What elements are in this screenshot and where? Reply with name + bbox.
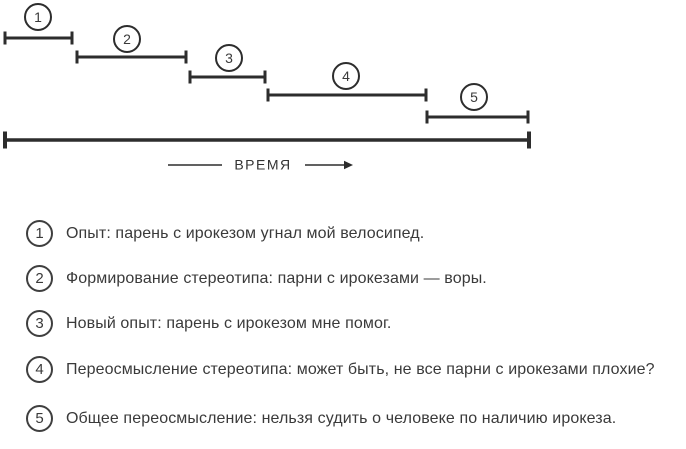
segment-number: 3	[225, 50, 233, 66]
legend-number-badge	[26, 310, 53, 337]
legend-text: Новый опыт: парень с ирокезом мне помог.	[66, 314, 392, 332]
segment-number: 2	[123, 31, 131, 47]
legend-item-2	[26, 265, 487, 292]
legend-number-badge	[26, 405, 53, 432]
segment-number: 4	[342, 68, 350, 84]
legend-text: Опыт: парень с ирокезом угнал мой велосипед.	[66, 224, 425, 242]
legend-item-5	[26, 405, 616, 432]
segment-number: 1	[34, 9, 42, 25]
legend-item-3	[26, 310, 391, 337]
legend-number: 2	[35, 270, 44, 287]
segment-number: 5	[470, 89, 478, 105]
legend-text: Общее переосмысление: нельзя судить о человеке по наличию ирокеза.	[66, 409, 617, 427]
legend-text: Переосмысление стереотипа: может быть, не все парни с ирокезами плохие?	[66, 360, 655, 378]
time-axis-label: ВРЕМЯ	[234, 156, 292, 173]
legend-number: 5	[35, 410, 44, 427]
legend-item-1	[26, 220, 424, 247]
legend-number-badge	[26, 220, 53, 247]
legend-number-badge	[26, 265, 53, 292]
legend-number: 4	[35, 361, 44, 378]
legend-number: 1	[35, 225, 44, 242]
legend-item-4	[26, 356, 655, 383]
legend-number-badge	[26, 356, 53, 383]
legend-number: 3	[35, 315, 44, 332]
legend-text: Формирование стереотипа: парни с ирокезами — воры.	[66, 269, 487, 287]
